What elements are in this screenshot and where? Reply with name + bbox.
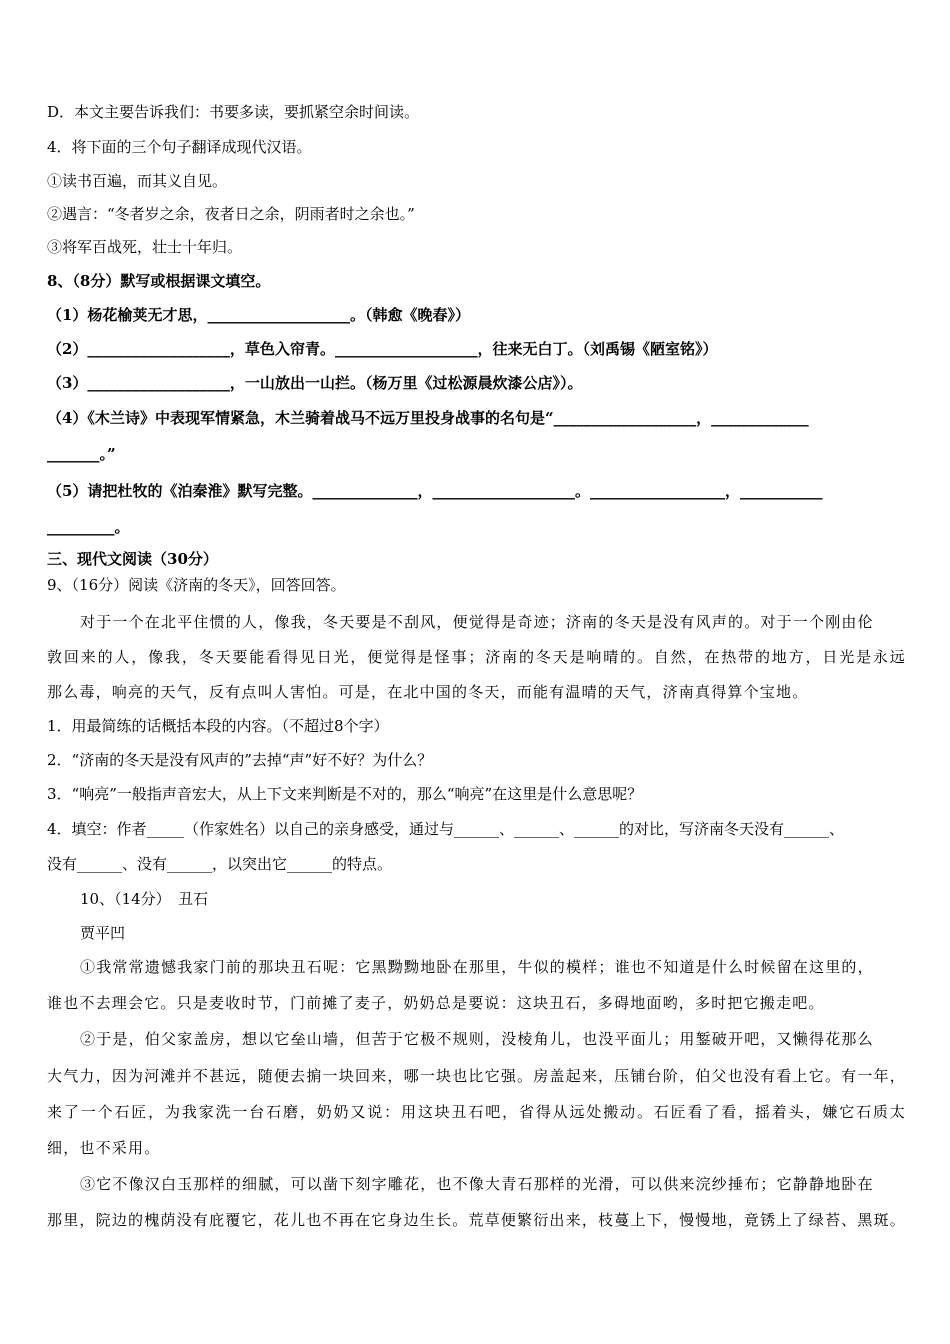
fill-blank-5: （5）请把杜牧的《泊秦淮》默写完整。______________，___________________。__________________，___________ (47, 482, 823, 500)
question-10-heading: 10、（14分） 丑石 (80, 890, 209, 908)
q9-item-1: 1．用最简练的话概括本段的内容。（不超过8个字） (47, 717, 389, 735)
passage-line: ②于是，伯父家盖房，想以它垒山墙，但苦于它极不规则，没棱角儿，也没平面儿；用錾破开吧，又懒得花那么 (80, 1030, 874, 1048)
passage-line: 敦回来的人，像我，冬天要能看得见日光，便觉得是怪事；济南的冬天是响晴的。自然，在热带的地方，日光是永远 (47, 648, 906, 666)
question-4: 4．将下面的三个句子翻译成现代汉语。 (47, 138, 312, 156)
sentence-1: ①读书百遍，而其义自见。 (47, 172, 228, 190)
q9-item-4: 4．填空：作者_____（作家姓名）以自己的亲身感受，通过与______、______、______的对比，写济南冬天没有______、 (47, 820, 845, 838)
q9-item-4-cont: 没有______、没有______，以突出它______的特点。 (47, 855, 393, 873)
fill-blank-4-cont: _______。” (47, 445, 116, 463)
fill-blank-5-cont: _________。 (47, 518, 130, 536)
q9-item-2: 2．“济南的冬天是没有风声的”去掉“声”好不好？为什么？ (47, 751, 433, 769)
sentence-3: ③将军百战死，壮士十年归。 (47, 238, 243, 256)
passage-line: 来了一个石匠，为我家洗一台石磨，奶奶又说：用这块丑石吧，省得从远处搬动。石匠看了看，摇着头，嫌它石质太 (47, 1103, 906, 1121)
passage-line: 大气力，因为河滩并不甚远，随便去掮一块回来，哪一块也比它强。房盖起来，压铺台阶，伯父也没有看上它。有一年， (47, 1067, 906, 1085)
passage-line: 细，也不采用。 (47, 1139, 161, 1157)
fill-blank-3: （3）___________________，一山放出一山拦。（杨万里《过松源晨炊漆公店》）。 (47, 374, 583, 392)
q9-item-3: 3．“响亮”一般指声音宏大，从上下文来判断是不对的，那么“响亮”在这里是什么意思呢？ (47, 785, 643, 803)
fill-blank-4: （4）《木兰诗》中表现军情紧急，木兰骑着战马不远万里投身战事的名句是“___________________，_____________ (47, 409, 809, 427)
question-8-heading: 8、（8分）默写或根据课文填空。 (47, 272, 271, 290)
question-9-heading: 9、（16分）阅读《济南的冬天》，回答回答。 (47, 576, 346, 594)
passage-line: ③它不像汉白玉那样的细腻，可以凿下刻字雕花，也不像大青石那样的光滑，可以供来浣纱捶布；它静静地卧在 (80, 1175, 874, 1193)
passage-line: 谁也不去理会它。只是麦收时节，门前摊了麦子，奶奶总是要说：这块丑石，多碍地面哟，多时把它搬走吧。 (47, 994, 825, 1012)
fill-blank-1: （1）杨花榆荚无才思，___________________。（韩愈《晚春》） (47, 306, 470, 324)
section-3-heading: 三、现代文阅读（30分） (47, 550, 218, 568)
author: 贾平凹 (80, 924, 126, 942)
passage-line: 那里，院边的槐荫没有庇覆它，花儿也不再在它身边生长。荒草便繁衍出来，枝蔓上下，慢慢地，竟锈上了绿苔、黑斑。 (47, 1211, 906, 1229)
fill-blank-2: （2）___________________，草色入帘青。___________________，往来无白丁。（刘禹锡《陋室铭》） (47, 340, 718, 358)
option-d: D．本文主要告诉我们：书要多读，要抓紧空余时间读。 (47, 103, 420, 121)
sentence-2: ②遇言：“冬者岁之余，夜者日之余，阴雨者时之余也。” (47, 205, 415, 223)
passage-line: 那么毒，响亮的天气，反有点叫人害怕。可是，在北中国的冬天，而能有温晴的天气，济南真得算个宝地。 (47, 683, 809, 701)
passage-line: 对于一个在北平住惯的人，像我，冬天要是不刮风，便觉得是奇迹；济南的冬天是没有风声的。对于一个刚由伦 (80, 613, 874, 631)
passage-line: ①我常常遗憾我家门前的那块丑石呢：它黑黝黝地卧在那里，牛似的模样；谁也不知道是什么时候留在这里的， (80, 958, 874, 976)
